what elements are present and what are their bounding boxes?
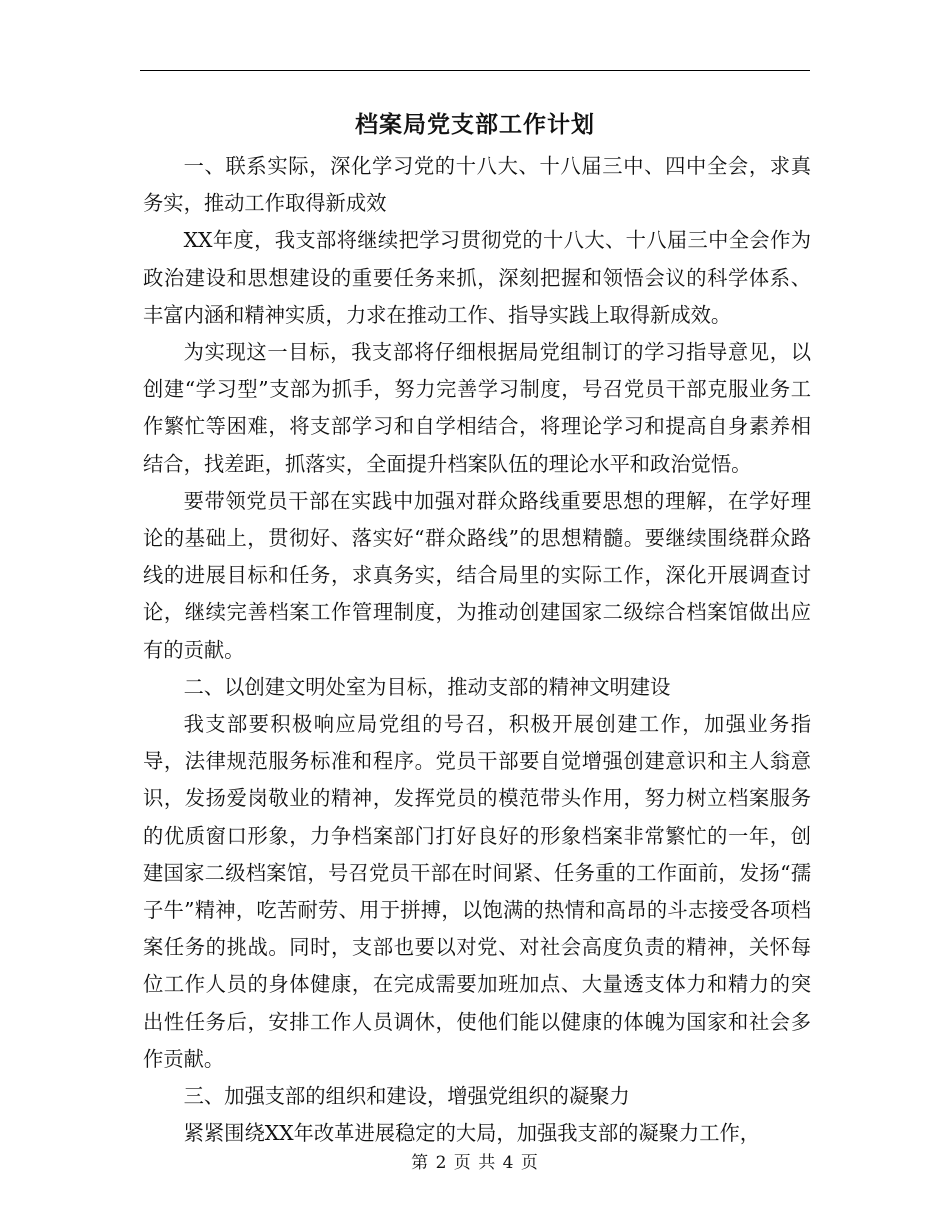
page-number-footer: 第 2 页 共 4 页 (411, 1153, 539, 1173)
document-title: 档案局党支部工作计划 (355, 111, 595, 138)
paragraph-section-2-heading: 二、以创建文明处室为目标，推动支部的精神文明建设 (183, 674, 671, 699)
paragraph-section-1-heading: 一、联系实际，深化学习党的十八大、十八届三中、四中全会，求真务实，推动工作取得新成效 (143, 154, 811, 216)
paragraph: 要带领党员干部在实践中加强对群众路线重要思想的理解，在学好理论的基础上，贯彻好、落实好“群众路线”的思想精髓。要继续围绕群众路线的进展目标和任务，求真务实，结合局里的实际工作，深化开展调查讨论，继续完善档案工作管理制度，为推动创建国家二级综合档案馆做出应有的贡献。 (143, 488, 811, 662)
paragraph: 紧紧围绕XX年改革进展稳定的大局，加强我支部的凝聚力工作， (183, 1121, 761, 1146)
paragraph: XX年度，我支部将继续把学习贯彻党的十八大、十八届三中全会作为政治建设和思想建设的重要任务来抓，深刻把握和领悟会议的科学体系、丰富内涵和精神实质，力求在推动工作、指导实践上取得新成效。 (143, 228, 811, 327)
document-body (143, 148, 811, 1152)
paragraph: 我支部要积极响应局党组的号召，积极开展创建工作，加强业务指导，法律规范服务标准和程序。党员干部要自觉增强创建意识和主人翁意识，发扬爱岗敬业的精神，发挥党员的模范带头作用，努力树立档案服务的优质窗口形象，力争档案部门打好良好的形象档案非常繁忙的一年，创建国家二级档案馆，号召党员干部在时间紧、任务重的工作面前，发扬“孺子牛”精神，吃苦耐劳、用于拼搏，以饱满的热情和高昂的斗志接受各项档案任务的挑战。同时，支部也要以对党、对社会高度负责的精神，关怀每位工作人员的身体健康，在完成需要加班加点、大量透支体力和精力的突出性任务后，安排工作人员调休，使他们能以健康的体魄为国家和社会多作贡献。 (143, 712, 811, 1071)
paragraph-section-3-heading: 三、加强支部的组织和建设，增强党组织的凝聚力 (183, 1084, 630, 1109)
header-rule (140, 70, 810, 71)
paragraph: 为实现这一目标，我支部将仔细根据局党组制订的学习指导意见，以创建“学习型”支部为抓手，努力完善学习制度，号召党员干部克服业务工作繁忙等困难，将支部学习和自学相结合，将理论学习和提高自身素养相结合，找差距，抓落实，全面提升档案队伍的理论水平和政治觉悟。 (143, 340, 811, 476)
